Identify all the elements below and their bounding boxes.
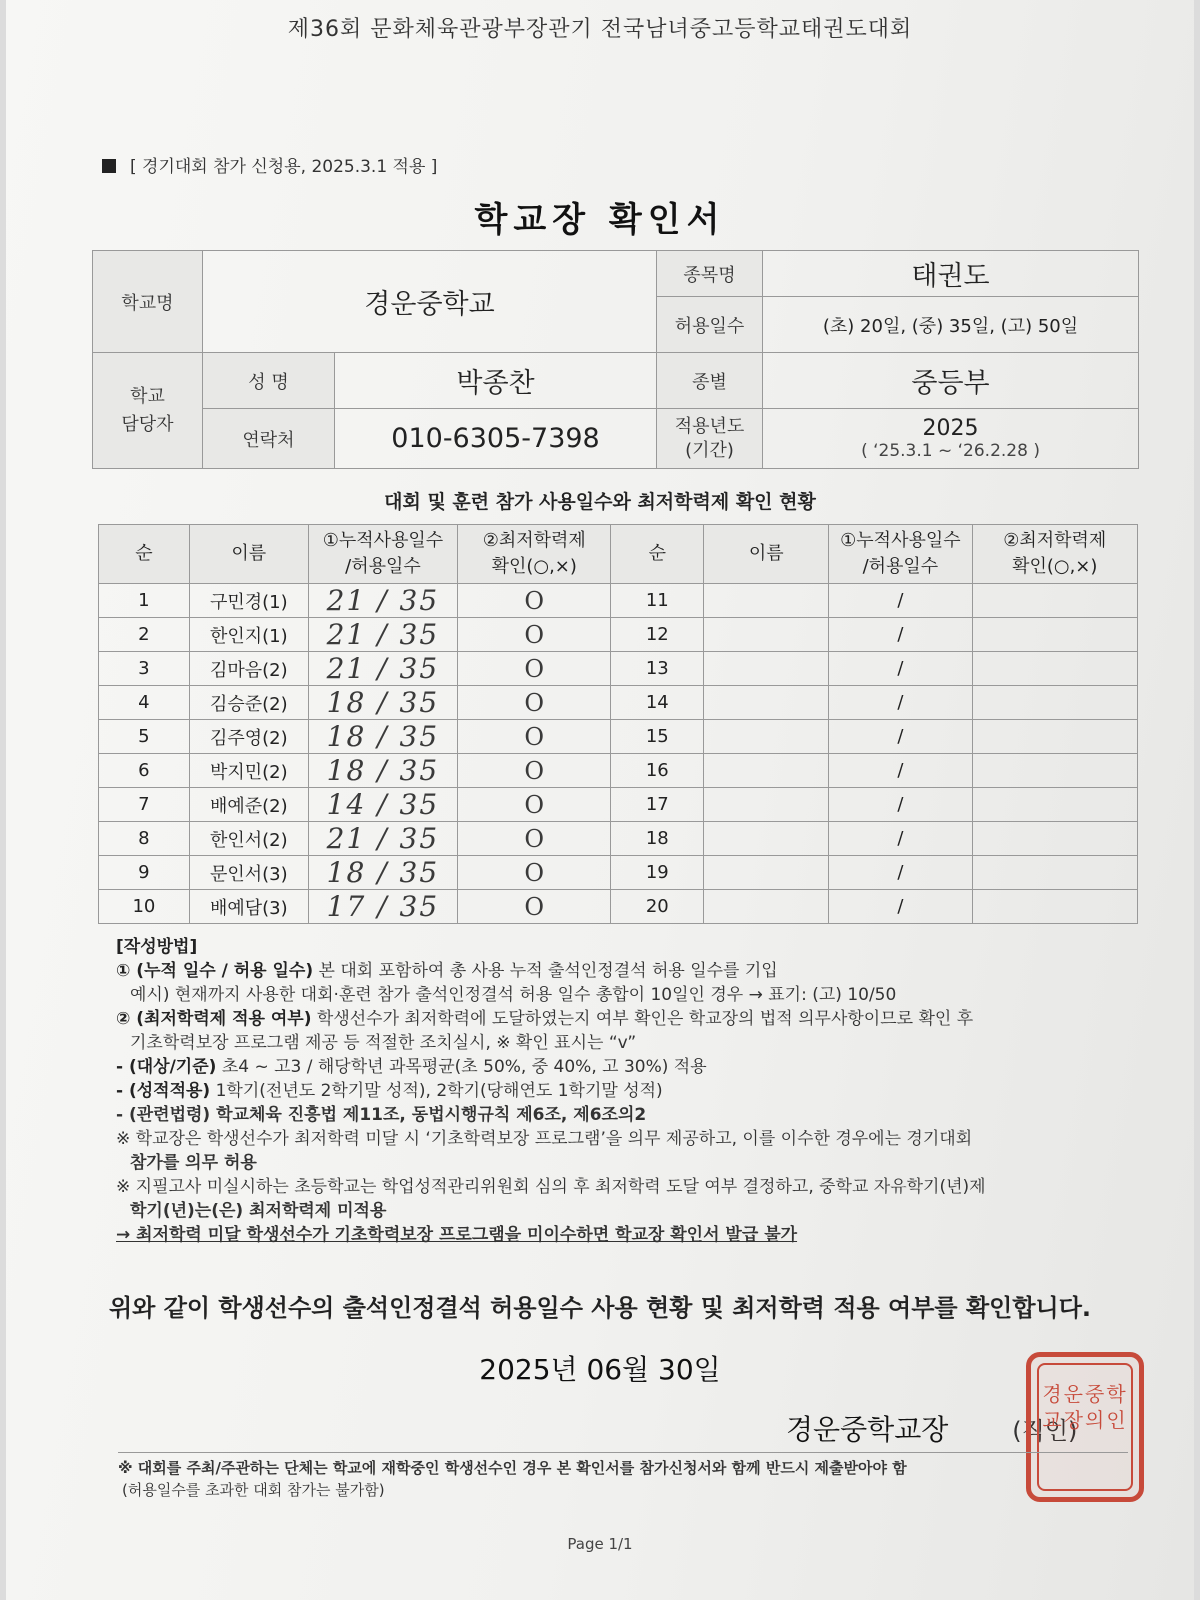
days-separator: / — [366, 754, 400, 787]
sport-label: 종목명 — [657, 251, 763, 297]
student-name: 박지민(2) — [189, 754, 308, 788]
col-header-name: 이름 — [189, 525, 308, 584]
days-used-value: 21 — [326, 822, 367, 855]
instruction-2-cont: 기초학력보장 프로그램 제공 등 적절한 조치실시, ※ 확인 표시는 “v” — [130, 1033, 637, 1053]
table-row — [99, 822, 1138, 856]
instructions — [116, 935, 1126, 1247]
min-academic-mark — [972, 856, 1137, 890]
issue-date: 2025년 06월 30일 — [479, 1353, 721, 1386]
instruction-target-lead: - (대상/기준) — [116, 1057, 217, 1077]
min-academic-mark — [972, 890, 1137, 924]
days-used-value: 21 — [326, 584, 367, 617]
row-no: 3 — [99, 652, 190, 686]
table-row — [99, 618, 1138, 652]
min-academic-mark: O — [458, 754, 611, 788]
instruction-note-1-cont: 참가를 의무 허용 — [130, 1153, 257, 1173]
days-used-value: 17 — [326, 890, 367, 923]
days-separator: / — [366, 890, 400, 923]
student-name: 구민경(1) — [189, 584, 308, 618]
days-used — [308, 686, 457, 720]
instruction-note-2: ※ 지필고사 미실시하는 초등학교는 학업성적관리위원회 심의 후 최저학력 도달 여부 결정하고, 중학교 자유학기(년)제 — [116, 1177, 986, 1197]
min-academic-mark — [972, 754, 1137, 788]
school-label: 학교명 — [93, 251, 203, 353]
days-allowed-value: 35 — [399, 686, 440, 719]
min-academic-mark — [972, 720, 1137, 754]
days-used: / — [829, 788, 972, 822]
days-used-value: 21 — [326, 618, 367, 651]
days-used — [308, 754, 457, 788]
days-used — [308, 822, 457, 856]
row-no: 12 — [611, 618, 704, 652]
row-no: 15 — [611, 720, 704, 754]
table-row — [99, 584, 1138, 618]
row-no: 20 — [611, 890, 704, 924]
days-separator: / — [366, 788, 400, 821]
student-name: 한인서(2) — [189, 822, 308, 856]
col-header-name-right: 이름 — [704, 525, 829, 584]
student-name — [704, 618, 829, 652]
page-number: Page 1/1 — [567, 1535, 633, 1553]
days-used: / — [829, 856, 972, 890]
row-no: 9 — [99, 856, 190, 890]
row-no: 11 — [611, 584, 704, 618]
row-no: 8 — [99, 822, 190, 856]
section-title: 대회 및 훈련 참가 사용일수와 최저학력제 확인 현황 — [384, 491, 816, 513]
days-allowed-value: 35 — [399, 822, 440, 855]
min-academic-mark — [972, 788, 1137, 822]
competition-title: 제36회 문화체육관광부장관기 전국남녀중고등학교태권도대회 — [287, 17, 913, 42]
year-period: ( ‘25.3.1 ~ ‘26.2.28 ) — [861, 441, 1040, 461]
min-academic-mark: O — [458, 822, 611, 856]
col-header-days: ①누적사용일수 /허용일수 — [308, 525, 457, 584]
manager-label: 학교 담당자 — [93, 353, 203, 469]
days-used: / — [829, 890, 972, 924]
contact-value: 010-6305-7398 — [335, 409, 657, 469]
days-used: / — [829, 720, 972, 754]
days-separator: / — [366, 856, 400, 889]
days-used-value: 18 — [326, 856, 367, 889]
days-separator: / — [366, 686, 400, 719]
days-separator: / — [366, 618, 400, 651]
days-separator: / — [366, 584, 400, 617]
days-allowed-value: 35 — [399, 584, 440, 617]
instruction-1: 본 대회 포함하여 총 사용 누적 출석인정결석 허용 일수를 기입 — [313, 961, 778, 981]
days-used-value: 18 — [326, 686, 367, 719]
footer-notice-line-1: ※ 대회를 주최/주관하는 단체는 학교에 재학중인 학생선수인 경우 본 확인서를 참가신청서와 함께 반드시 제출받아야 함 — [118, 1459, 907, 1477]
days-used-value: 21 — [326, 652, 367, 685]
division-label: 종별 — [657, 353, 763, 409]
table-row — [99, 788, 1138, 822]
student-name: 한인지(1) — [189, 618, 308, 652]
student-name: 문인서(3) — [189, 856, 308, 890]
table-row — [99, 720, 1138, 754]
school-value: 경운중학교 — [203, 251, 657, 353]
days-used: / — [829, 754, 972, 788]
min-academic-mark: O — [458, 788, 611, 822]
min-academic-mark — [972, 618, 1137, 652]
days-used — [308, 720, 457, 754]
min-academic-mark: O — [458, 652, 611, 686]
days-allowed-value: 35 — [399, 788, 440, 821]
instruction-1-lead: ① (누적 일수 / 허용 일수) — [116, 961, 314, 981]
row-no: 2 — [99, 618, 190, 652]
row-no: 10 — [99, 890, 190, 924]
table-row — [99, 856, 1138, 890]
min-academic-mark — [972, 652, 1137, 686]
instruction-grades: 1학기(전년도 2학기말 성적), 2학기(당해연도 1학기말 성적) — [210, 1081, 663, 1101]
days-used: / — [829, 822, 972, 856]
min-academic-mark: O — [458, 890, 611, 924]
document-sheet — [6, 0, 1194, 1600]
days-used — [308, 890, 457, 924]
days-used-value: 18 — [326, 720, 367, 753]
min-academic-mark: O — [458, 720, 611, 754]
allowed-days-label: 허용일수 — [657, 297, 763, 353]
row-no: 1 — [99, 584, 190, 618]
student-name: 김마음(2) — [189, 652, 308, 686]
days-used-value: 14 — [326, 788, 367, 821]
tally-table — [98, 524, 1138, 924]
row-no: 17 — [611, 788, 704, 822]
student-name: 김주영(2) — [189, 720, 308, 754]
min-academic-mark — [972, 686, 1137, 720]
document-title: 학교장 확인서 — [474, 200, 726, 240]
min-academic-mark: O — [458, 856, 611, 890]
student-name — [704, 584, 829, 618]
min-academic-mark: O — [458, 686, 611, 720]
footer-notice-line-2: (허용일수를 초과한 대회 참가는 불가함) — [122, 1481, 385, 1499]
days-used — [308, 856, 457, 890]
min-academic-mark: O — [458, 584, 611, 618]
days-allowed-value: 35 — [399, 856, 440, 889]
student-name — [704, 686, 829, 720]
col-header-no-right: 순 — [611, 525, 704, 584]
days-separator: / — [366, 720, 400, 753]
instruction-2-lead: ② (최저학력제 적용 여부) — [116, 1009, 312, 1029]
table-row — [99, 890, 1138, 924]
days-used — [308, 788, 457, 822]
days-allowed-value: 35 — [399, 618, 440, 651]
principal-name: 경운중학교장 — [786, 1413, 949, 1446]
instruction-2: 학생선수가 최저학력에 도달하였는지 여부 확인은 학교장의 법적 의무사항이므로 확인 후 — [311, 1009, 974, 1029]
days-separator: / — [366, 652, 400, 685]
days-allowed-value: 35 — [399, 754, 440, 787]
days-used — [308, 584, 457, 618]
seal-text: 경운중학교장의인 — [1042, 1382, 1128, 1432]
days-used-value: 18 — [326, 754, 367, 787]
student-name — [704, 822, 829, 856]
row-no: 18 — [611, 822, 704, 856]
form-note — [102, 152, 437, 177]
square-bullet-icon — [102, 159, 116, 173]
days-allowed-value: 35 — [399, 652, 440, 685]
table-row — [99, 754, 1138, 788]
instruction-law: - (관련법령) 학교체육 진흥법 제11조, 동법시행규칙 제6조, 제6조의2 — [116, 1105, 647, 1125]
table-row — [99, 652, 1138, 686]
contact-label: 연락처 — [203, 409, 335, 469]
row-no: 7 — [99, 788, 190, 822]
instruction-note-1: ※ 학교장은 학생선수가 최저학력 미달 시 ‘기초학력보장 프로그램’을 의무 제공하고, 이를 이수한 경우에는 경기대회 — [116, 1129, 973, 1149]
days-used — [308, 618, 457, 652]
info-table — [92, 250, 1139, 469]
days-used: / — [829, 652, 972, 686]
student-name — [704, 652, 829, 686]
min-academic-mark — [972, 822, 1137, 856]
days-allowed-value: 35 — [399, 890, 440, 923]
manager-name: 박종찬 — [335, 353, 657, 409]
row-no: 4 — [99, 686, 190, 720]
student-name — [704, 890, 829, 924]
footer-notice — [118, 1452, 1128, 1501]
student-name — [704, 720, 829, 754]
days-allowed-value: 35 — [399, 720, 440, 753]
student-name: 배예담(3) — [189, 890, 308, 924]
min-academic-mark — [972, 584, 1137, 618]
col-header-min: ②최저학력제 확인(○,×) — [458, 525, 611, 584]
student-name: 배예준(2) — [189, 788, 308, 822]
instruction-conclusion: → 최저학력 미달 학생선수가 기초학력보장 프로그램을 미이수하면 학교장 확인서 발급 불가 — [116, 1225, 798, 1245]
row-no: 16 — [611, 754, 704, 788]
instruction-target: 초4 ~ 고3 / 해당학년 과목평균(초 50%, 중 40%, 고 30%) 적용 — [216, 1057, 707, 1077]
table-row — [99, 686, 1138, 720]
confirmation-statement: 위와 같이 학생선수의 출석인정결석 허용일수 사용 현황 및 최저학력 적용 여부를 확인합니다. — [108, 1294, 1092, 1322]
year-cell — [763, 409, 1139, 469]
col-header-days-right: ①누적사용일수 /허용일수 — [829, 525, 972, 584]
allowed-days-value: (초) 20일, (중) 35일, (고) 50일 — [763, 297, 1139, 353]
row-no: 14 — [611, 686, 704, 720]
days-used — [308, 652, 457, 686]
seal-label: (직인) — [1012, 1417, 1078, 1445]
col-header-min-right: ②최저학력제 확인(○,×) — [972, 525, 1137, 584]
days-used: / — [829, 618, 972, 652]
sport-value: 태권도 — [763, 251, 1139, 297]
form-note-text: [ 경기대회 참가 신청용, 2025.3.1 적용 ] — [130, 157, 438, 177]
col-header-no: 순 — [99, 525, 190, 584]
instruction-example: 예시) 현재까지 사용한 대회·훈련 참가 출석인정결석 허용 일수 총합이 10일인 경우 → 표기: (고) 10/50 — [130, 985, 897, 1005]
days-used: / — [829, 584, 972, 618]
row-no: 13 — [611, 652, 704, 686]
student-name — [704, 788, 829, 822]
year-value: 2025 — [922, 416, 979, 441]
row-no: 6 — [99, 754, 190, 788]
instruction-grades-lead: - (성적적용) — [116, 1081, 211, 1101]
division-value: 중등부 — [763, 353, 1139, 409]
min-academic-mark: O — [458, 618, 611, 652]
name-label: 성 명 — [203, 353, 335, 409]
student-name: 김승준(2) — [189, 686, 308, 720]
student-name — [704, 856, 829, 890]
days-separator: / — [366, 822, 400, 855]
instructions-title: [작성방법] — [116, 937, 198, 957]
student-name — [704, 754, 829, 788]
instruction-note-2-cont: 학기(년)는(은) 최저학력제 미적용 — [130, 1201, 387, 1221]
year-label: 적용년도 (기간) — [657, 409, 763, 469]
days-used: / — [829, 686, 972, 720]
row-no: 5 — [99, 720, 190, 754]
row-no: 19 — [611, 856, 704, 890]
